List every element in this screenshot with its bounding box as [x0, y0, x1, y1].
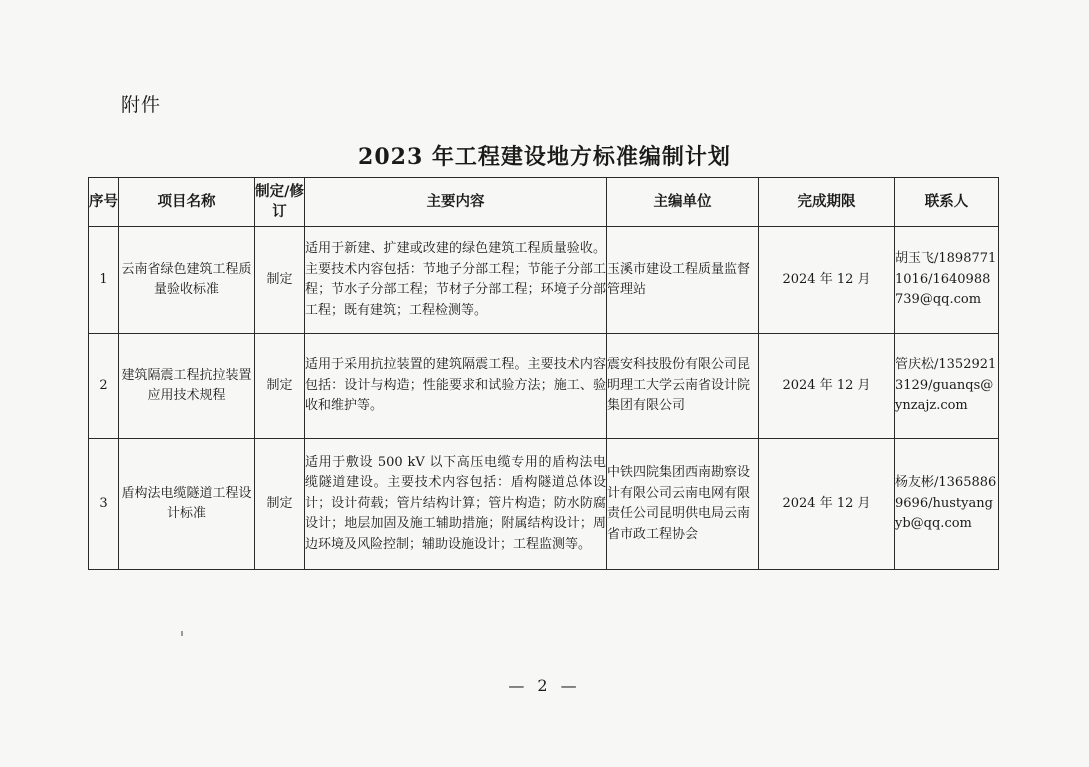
cell-project-name: 云南省绿色建筑工程质量验收标准 [119, 227, 255, 334]
cell-deadline: 2024 年 12 月 [759, 227, 895, 334]
cell-type: 制定 [255, 227, 305, 334]
cell-contact: 胡玉飞/18987711016/1640988739@qq.com [895, 227, 999, 334]
table-row [89, 334, 999, 439]
cell-content: 适用于敷设 500 kV 以下高压电缆专用的盾构法电缆隧道建设。主要技术内容包括：盾构隧道总体设计；设计荷载；管片结构计算；管片构造；防水防腐设计；地层加固及施工辅助措施；附属结构设计；周边环境及风险控制；辅助设施设计；工程监测等。 [305, 439, 607, 570]
cell-type: 制定 [255, 334, 305, 439]
cell-seq: 1 [89, 227, 119, 334]
table-header-row [89, 178, 999, 227]
cell-contact: 杨友彬/13658869696/hustyangyb@qq.com [895, 439, 999, 570]
header-deadline: 完成期限 [759, 178, 895, 227]
cell-content: 适用于新建、扩建或改建的绿色建筑工程质量验收。主要技术内容包括：节地子分部工程；节能子分部工程；节水子分部工程；节材子分部工程；环境子分部工程；既有建筑；工程检测等。 [305, 227, 607, 334]
header-content: 主要内容 [305, 178, 607, 227]
page-number: — 2 — [508, 676, 581, 695]
scan-speck [181, 631, 183, 636]
table-row [89, 227, 999, 334]
cell-project-name: 盾构法电缆隧道工程设计标准 [119, 439, 255, 570]
cell-project-name: 建筑隔震工程抗拉装置应用技术规程 [119, 334, 255, 439]
attachment-label: 附件 [121, 94, 162, 116]
header-editor: 主编单位 [607, 178, 759, 227]
cell-content: 适用于采用抗拉装置的建筑隔震工程。主要技术内容包括：设计与构造；性能要求和试验方法；施工、验收和维护等。 [305, 334, 607, 439]
cell-editor: 玉溪市建设工程质量监督管理站 [607, 227, 759, 334]
cell-contact: 管庆松/13529213129/guanqs@ynzajz.com [895, 334, 999, 439]
header-type: 制定/修订 [255, 178, 305, 227]
cell-editor: 震安科技股份有限公司昆明理工大学云南省设计院集团有限公司 [607, 334, 759, 439]
header-project-name: 项目名称 [119, 178, 255, 227]
standards-plan-table [88, 177, 999, 570]
document-title: 2023 年工程建设地方标准编制计划 [358, 144, 731, 170]
header-seq: 序号 [89, 178, 119, 227]
header-contact: 联系人 [895, 178, 999, 227]
cell-seq: 2 [89, 334, 119, 439]
cell-type: 制定 [255, 439, 305, 570]
cell-deadline: 2024 年 12 月 [759, 439, 895, 570]
cell-deadline: 2024 年 12 月 [759, 334, 895, 439]
cell-editor: 中铁四院集团西南勘察设计有限公司云南电网有限责任公司昆明供电局云南省市政工程协会 [607, 439, 759, 570]
cell-seq: 3 [89, 439, 119, 570]
table-row [89, 439, 999, 570]
